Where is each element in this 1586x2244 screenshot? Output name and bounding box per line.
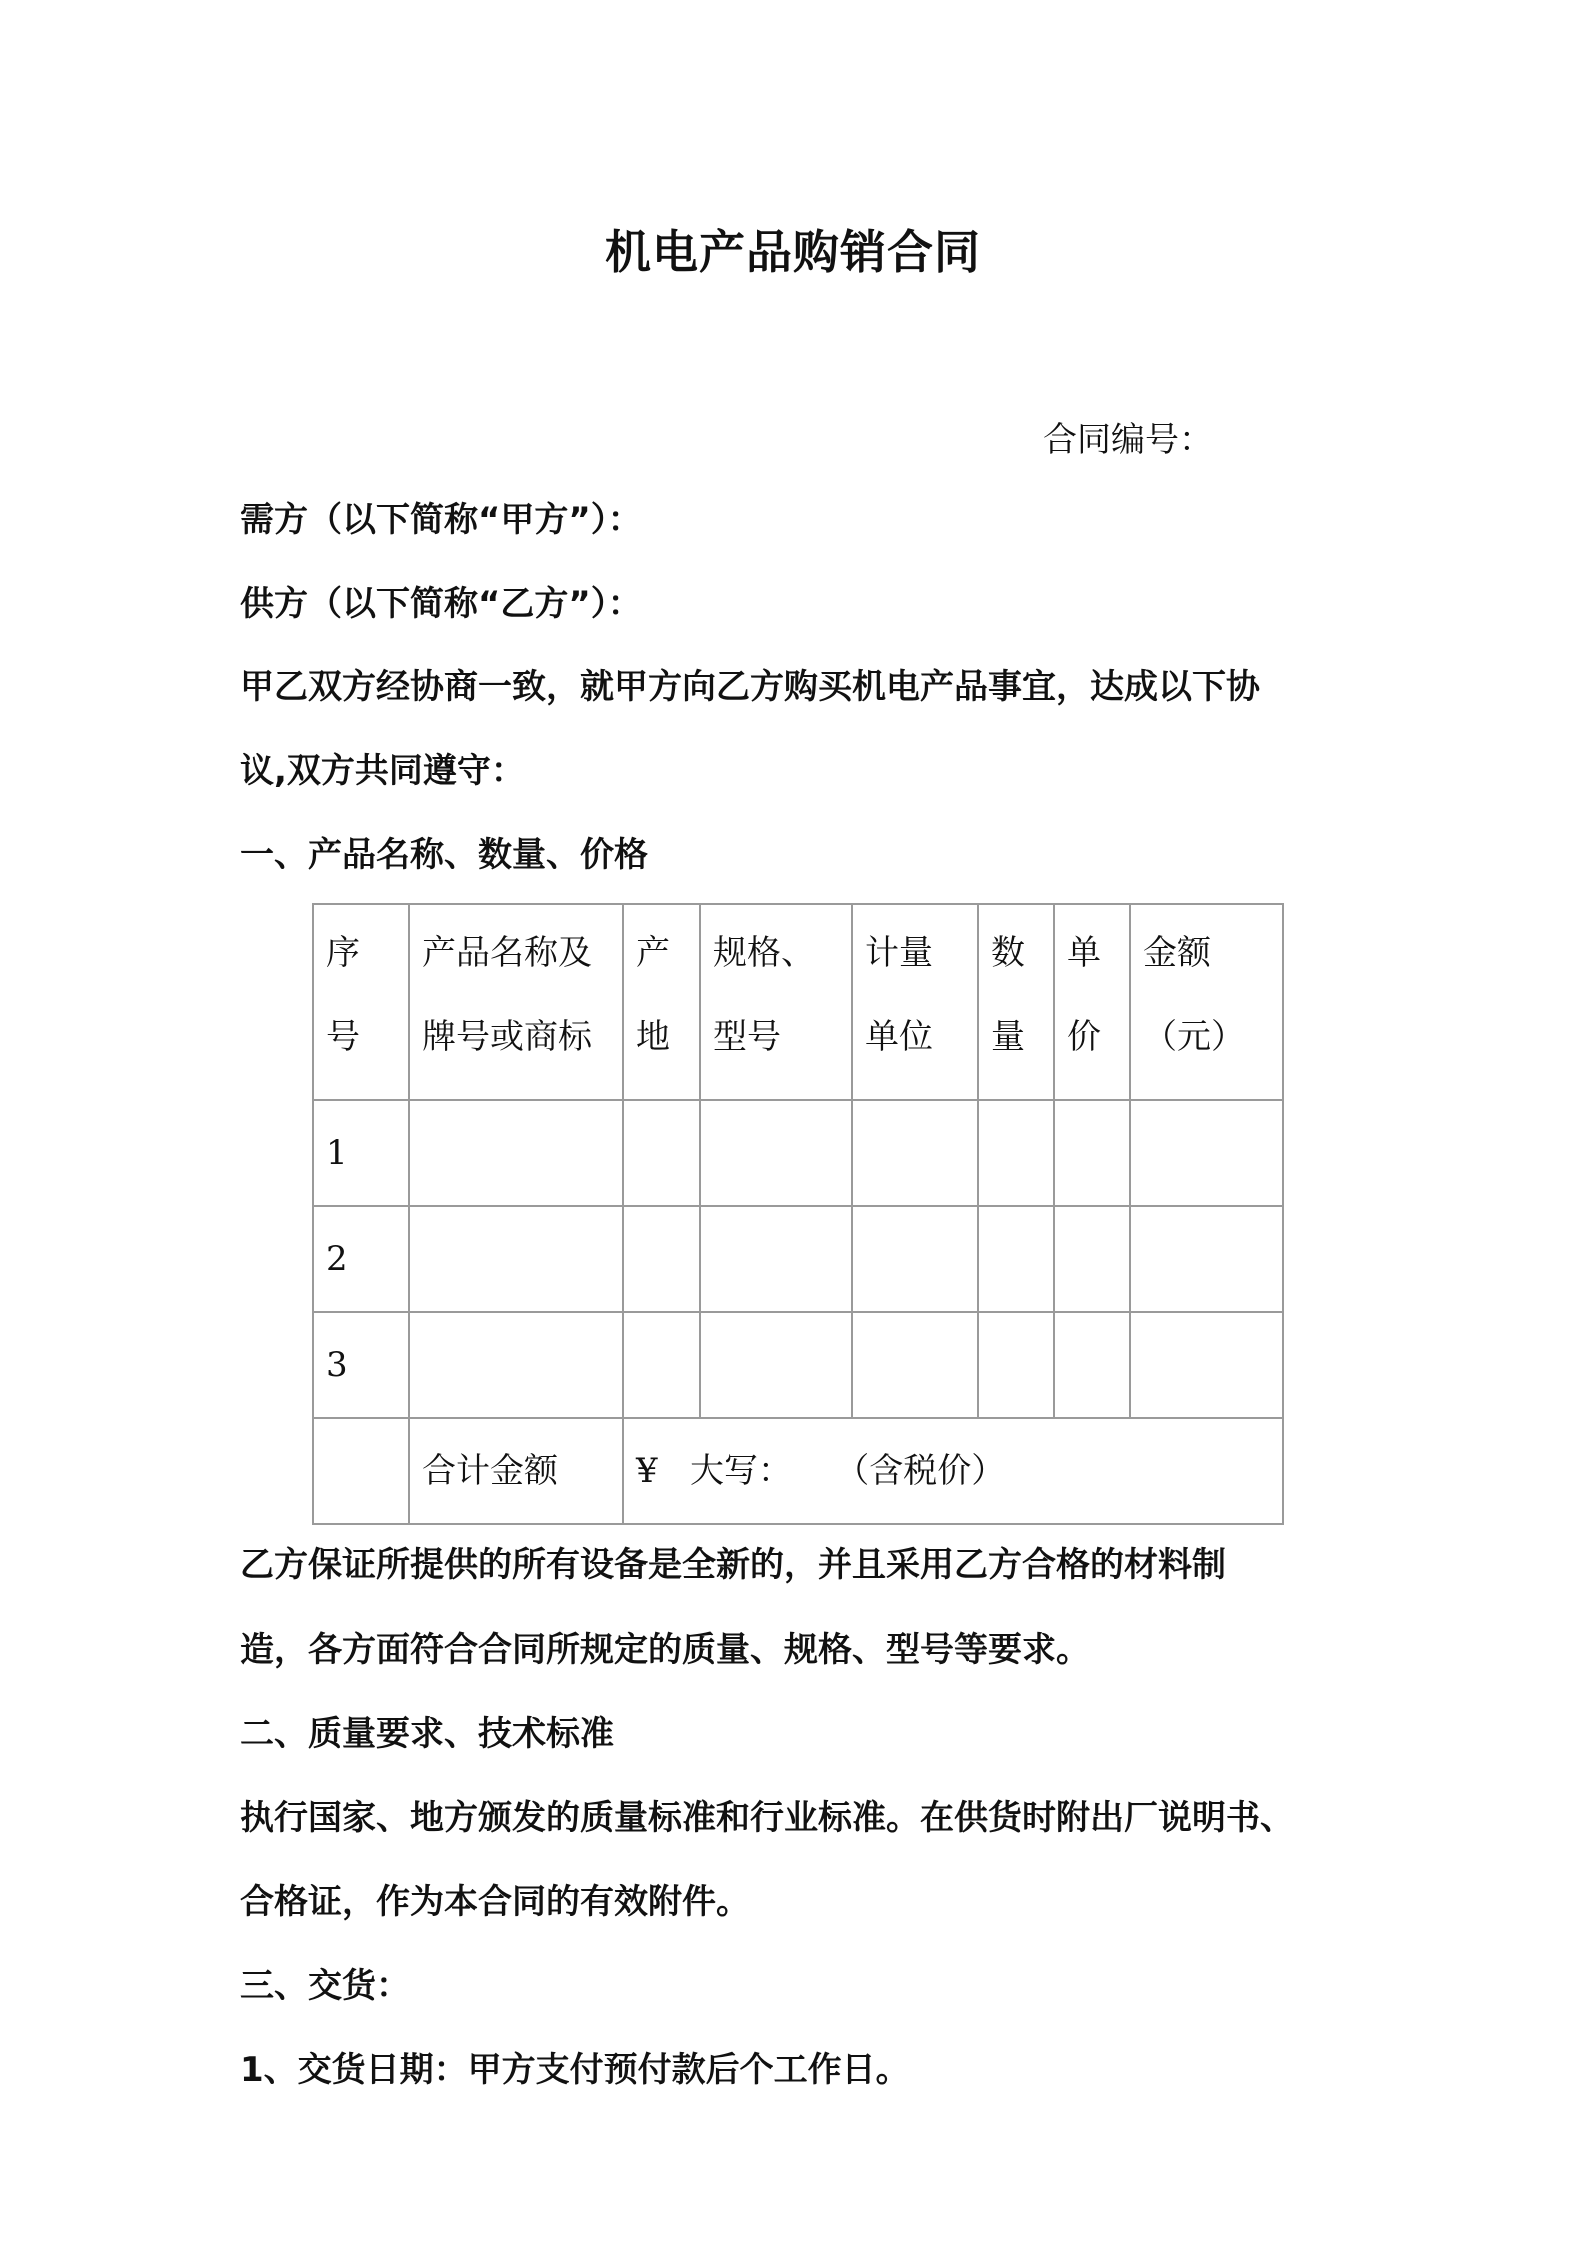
header-cell-quantity: 数 量 (978, 904, 1054, 1100)
header-cell-spec: 规格、 型号 (700, 904, 852, 1100)
table-cell (1054, 1312, 1130, 1418)
table-cell (700, 1312, 852, 1418)
section-2-heading: 二、质量要求、技术标准 (240, 1714, 614, 1754)
section-2-line-1: 执行国家、地方颁发的质量标准和行业标准。在供货时附出厂说明书、 (240, 1798, 1294, 1838)
table-cell (700, 1206, 852, 1312)
table-cell (409, 1206, 623, 1312)
total-value: ¥ 大写： （含税价） (623, 1418, 1283, 1524)
section-3-item-1: 1、交货日期：甲方支付预付款后个工作日。 (240, 2050, 910, 2090)
table-row (313, 1312, 1283, 1418)
header-cell-no: 序 号 (313, 904, 409, 1100)
table-cell (852, 1312, 978, 1418)
table-cell (623, 1100, 700, 1206)
table-cell (1130, 1100, 1283, 1206)
section-2-line-2: 合格证，作为本合同的有效附件。 (240, 1882, 750, 1922)
intro-line-1: 甲乙双方经协商一致，就甲方向乙方购买机电产品事宜，达成以下协 (240, 667, 1260, 707)
total-label: 合计金额 (409, 1418, 623, 1524)
header-cell-unit-price: 单 价 (1054, 904, 1130, 1100)
table-cell (978, 1100, 1054, 1206)
table-cell (623, 1312, 700, 1418)
header-cell-origin: 产 地 (623, 904, 700, 1100)
buyer-line: 需方（以下简称“甲方”）： (240, 500, 642, 540)
table-cell (852, 1100, 978, 1206)
row-number: 2 (313, 1206, 409, 1312)
table-row (313, 1100, 1283, 1206)
section-1-heading: 一、产品名称、数量、价格 (240, 835, 648, 875)
contract-number-label: 合同编号： (1043, 420, 1213, 460)
table-cell (978, 1206, 1054, 1312)
table-cell (313, 1418, 409, 1524)
table-cell (700, 1100, 852, 1206)
table-cell (623, 1206, 700, 1312)
product-table (312, 903, 1284, 1525)
page-title: 机电产品购销合同 (605, 225, 981, 279)
table-cell (1130, 1312, 1283, 1418)
table-cell (409, 1100, 623, 1206)
table-cell (978, 1312, 1054, 1418)
row-number: 1 (313, 1100, 409, 1206)
table-cell (1054, 1206, 1130, 1312)
intro-line-2: 议,双方共同遵守： (240, 751, 525, 791)
after-table-line-1: 乙方保证所提供的所有设备是全新的，并且采用乙方合格的材料制 (240, 1545, 1226, 1585)
header-cell-unit: 计量 单位 (852, 904, 978, 1100)
row-number: 3 (313, 1312, 409, 1418)
table-row (313, 1206, 1283, 1312)
seller-line: 供方（以下简称“乙方”）： (240, 584, 642, 624)
header-cell-product-name: 产品名称及 牌号或商标 (409, 904, 623, 1100)
after-table-line-2: 造，各方面符合合同所规定的质量、规格、型号等要求。 (240, 1630, 1090, 1670)
table-cell (409, 1312, 623, 1418)
table-cell (1054, 1100, 1130, 1206)
section-3-heading: 三、交货： (240, 1966, 410, 2006)
table-header-row (313, 904, 1283, 1100)
table-cell (852, 1206, 978, 1312)
table-cell (1130, 1206, 1283, 1312)
table-total-row (313, 1418, 1283, 1524)
header-cell-amount: 金额 （元） (1130, 904, 1283, 1100)
